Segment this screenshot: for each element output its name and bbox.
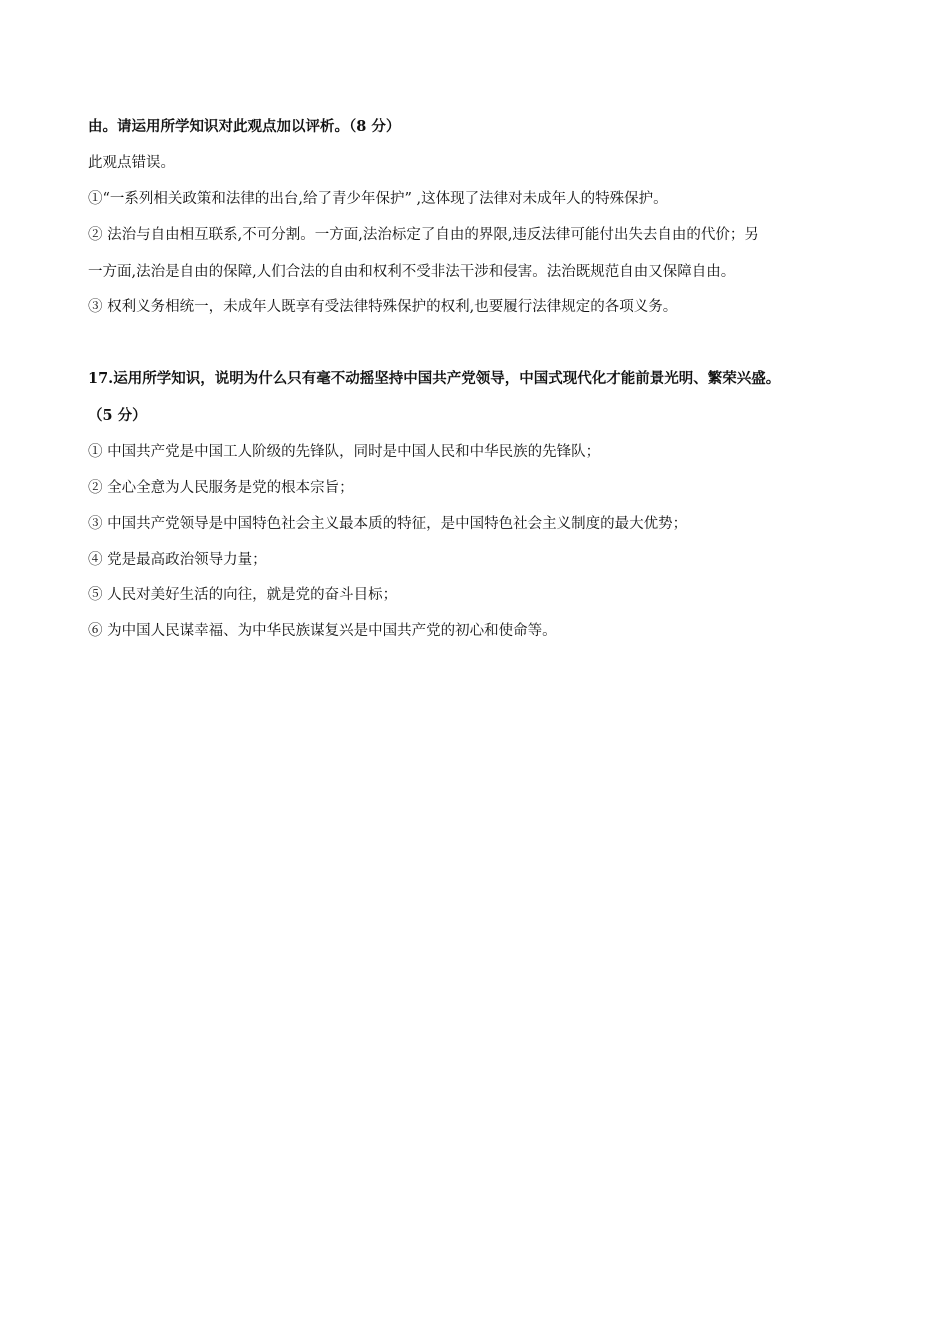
answer-17-point-6: ⑥ 为中国人民谋幸福、为中华民族谋复兴是中国共产党的初心和使命等。 xyxy=(88,623,557,639)
answer-16-point-1: ①“一系列相关政策和法律的出台,给了青少年保护” ,这体现了法律对未成年人的特殊保护。 xyxy=(88,191,668,207)
question-16-tail: 由。请运用所学知识对此观点加以评析。（8 分） xyxy=(88,118,401,135)
answer-17-point-1: ① 中国共产党是中国工人阶级的先锋队，同时是中国人民和中华民族的先锋队； xyxy=(88,444,601,460)
question-17-line-2: （5 分） xyxy=(88,407,147,424)
answer-16-point-2-line-1: ② 法治与自由相互联系,不可分割。一方面,法治标定了自由的界限,违反法律可能付出失去自由的代价；另 xyxy=(88,227,759,243)
answer-16-point-2-line-2: 一方面,法治是自由的保障,人们合法的自由和权利不受非法干涉和侵害。法治既规范自由又保障自由。 xyxy=(88,264,736,280)
question-17-line-1: 17.运用所学知识，说明为什么只有毫不动摇坚持中国共产党领导，中国式现代化才能前景光明、繁荣兴盛。 xyxy=(88,370,781,387)
answer-16-intro: 此观点错误。 xyxy=(88,155,175,171)
answer-17-point-5: ⑤ 人民对美好生活的向往，就是党的奋斗目标； xyxy=(88,587,398,603)
answer-17-point-4: ④ 党是最高政治领导力量； xyxy=(88,552,267,568)
answer-17-point-3: ③ 中国共产党领导是中国特色社会主义最本质的特征，是中国特色社会主义制度的最大优势； xyxy=(88,516,688,532)
answer-17-point-2: ② 全心全意为人民服务是党的根本宗旨； xyxy=(88,480,354,496)
answer-16-point-3: ③ 权利义务相统一，未成年人既享有受法律特殊保护的权利,也要履行法律规定的各项义务。 xyxy=(88,299,678,315)
